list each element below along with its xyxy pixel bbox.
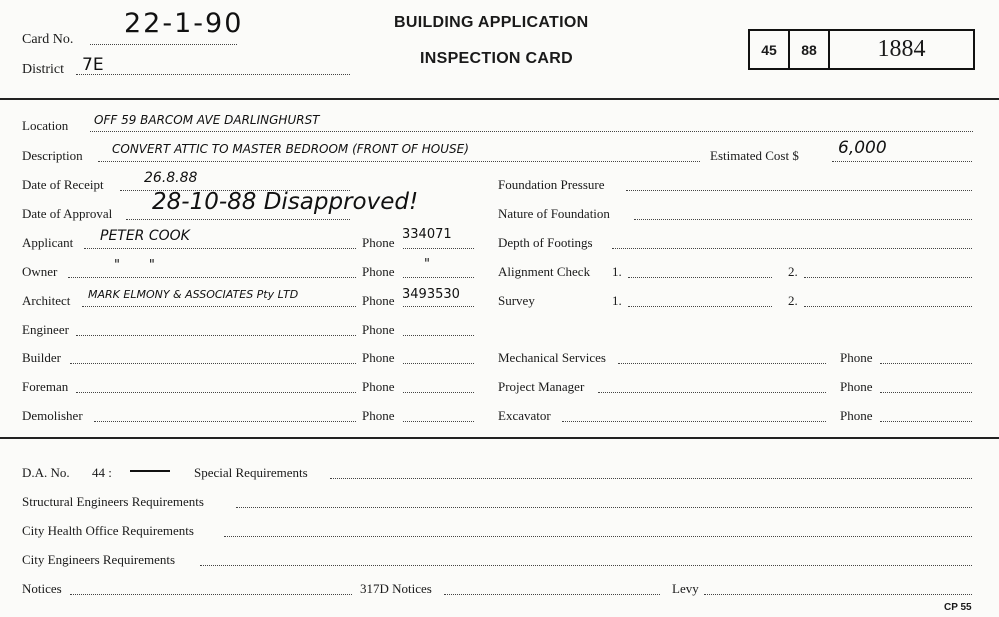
- foreman-line: [76, 392, 356, 393]
- description-label: Description: [22, 148, 83, 163]
- date-approval-line: [126, 219, 350, 220]
- da-no-value: 44 :: [92, 465, 112, 480]
- date-receipt-label: Date of Receipt: [22, 177, 104, 192]
- depth-footings-label: Depth of Footings: [498, 235, 593, 250]
- card-no-value: 22-1-90: [124, 8, 244, 39]
- levy-label: Levy: [672, 581, 699, 596]
- date-approval-label: Date of Approval: [22, 206, 113, 221]
- title-line-2: INSPECTION CARD: [420, 50, 573, 67]
- health-label: City Health Office Requirements: [22, 523, 194, 538]
- architect-line: [82, 306, 356, 307]
- estimated-cost-line: [832, 161, 972, 162]
- owner-phone-line: [403, 277, 474, 278]
- nature-foundation-line: [634, 219, 972, 220]
- project-manager-phone-label: Phone: [840, 379, 873, 394]
- owner-phone-value: ": [424, 257, 430, 272]
- survey-1-line: [628, 306, 772, 307]
- levy-line: [704, 594, 972, 595]
- city-eng-label: City Engineers Requirements: [22, 552, 176, 567]
- district-label: District: [22, 62, 64, 77]
- special-line: [330, 478, 972, 479]
- card-no-label: Card No.: [22, 32, 74, 47]
- mechanical-phone-label: Phone: [840, 350, 873, 365]
- foreman-phone-line: [403, 392, 474, 393]
- special-label: Special Requirements: [194, 465, 308, 480]
- alignment-1-line: [628, 277, 772, 278]
- engineer-phone-label: Phone: [362, 322, 395, 337]
- nature-foundation-label: Nature of Foundation: [498, 206, 610, 221]
- excavator-line: [562, 421, 826, 422]
- box-cell-3: 1884: [877, 36, 926, 62]
- survey-label: Survey: [498, 293, 535, 308]
- box-cell-2: 88: [790, 31, 830, 68]
- project-manager-phone-line: [880, 392, 972, 393]
- depth-footings-line: [612, 248, 972, 249]
- engineer-label: Engineer: [22, 322, 69, 337]
- health-line: [224, 536, 972, 537]
- date-approval-value: 28-10-88 Disapproved!: [152, 189, 419, 215]
- description-line: [98, 161, 700, 162]
- estimated-cost-label: Estimated Cost $: [710, 148, 799, 163]
- builder-line: [70, 363, 356, 364]
- applicant-phone-label: Phone: [362, 235, 395, 250]
- project-manager-label: Project Manager: [498, 379, 585, 394]
- demolisher-phone-line: [403, 421, 474, 422]
- project-manager-line: [598, 392, 826, 393]
- excavator-phone-line: [880, 421, 972, 422]
- notices-317d-line: [444, 594, 660, 595]
- structural-line: [236, 507, 972, 508]
- city-eng-line: [200, 565, 972, 566]
- architect-label: Architect: [22, 293, 71, 308]
- alignment-2-line: [804, 277, 972, 278]
- foreman-phone-label: Phone: [362, 379, 395, 394]
- architect-phone-value: 3493530: [402, 287, 460, 302]
- da-no-dash: [130, 470, 170, 472]
- applicant-line: [84, 248, 356, 249]
- alignment-check-label: Alignment Check: [498, 264, 591, 279]
- survey-1-label: 1.: [612, 293, 622, 308]
- location-line: [90, 131, 973, 132]
- structural-label: Structural Engineers Requirements: [22, 494, 204, 509]
- owner-label: Owner: [22, 264, 58, 279]
- excavator-phone-label: Phone: [840, 408, 873, 423]
- demolisher-label: Demolisher: [22, 408, 83, 423]
- builder-phone-line: [403, 363, 474, 364]
- demolisher-line: [94, 421, 356, 422]
- description-value: CONVERT ATTIC TO MASTER BEDROOM (FRONT OF HOUSE): [112, 142, 469, 156]
- district-value: 7E: [82, 55, 104, 75]
- survey-2-label: 2.: [788, 293, 798, 308]
- title-line-1: BUILDING APPLICATION: [394, 14, 589, 31]
- district-line: [76, 74, 350, 75]
- card-number-box: [748, 29, 975, 70]
- architect-phone-label: Phone: [362, 293, 395, 308]
- engineer-phone-line: [403, 335, 474, 336]
- bottom-divider: [0, 437, 999, 439]
- location-label: Location: [22, 118, 69, 133]
- architect-value: MARK ELMONY & ASSOCIATES Pty LTD: [88, 288, 299, 301]
- alignment-1-label: 1.: [612, 264, 622, 279]
- owner-line: [68, 277, 356, 278]
- notices-317d-label: 317D Notices: [360, 581, 432, 596]
- location-value: OFF 59 BARCOM AVE DARLINGHURST: [94, 113, 320, 127]
- architect-phone-line: [403, 306, 474, 307]
- alignment-2-label: 2.: [788, 264, 798, 279]
- top-divider: [0, 98, 999, 100]
- box-cell-1: 45: [750, 31, 790, 68]
- date-receipt-value: 26.8.88: [144, 170, 198, 186]
- applicant-value: PETER COOK: [100, 228, 190, 244]
- foundation-pressure-line: [626, 190, 972, 191]
- applicant-phone-line: [403, 248, 474, 249]
- form-code: CP 55: [944, 602, 972, 613]
- owner-phone-label: Phone: [362, 264, 395, 279]
- foreman-label: Foreman: [22, 379, 69, 394]
- card-no-line: [90, 44, 237, 45]
- mechanical-phone-line: [880, 363, 972, 364]
- notices-line: [70, 594, 352, 595]
- foundation-pressure-label: Foundation Pressure: [498, 177, 605, 192]
- mechanical-label: Mechanical Services: [498, 350, 606, 365]
- owner-value: " ": [114, 258, 155, 273]
- mechanical-line: [618, 363, 826, 364]
- builder-phone-label: Phone: [362, 350, 395, 365]
- applicant-label: Applicant: [22, 235, 74, 250]
- da-no-label: D.A. No.: [22, 465, 70, 480]
- notices-label: Notices: [22, 581, 62, 596]
- builder-label: Builder: [22, 350, 61, 365]
- survey-2-line: [804, 306, 972, 307]
- estimated-cost-value: 6,000: [838, 138, 887, 158]
- excavator-label: Excavator: [498, 408, 551, 423]
- engineer-line: [76, 335, 356, 336]
- demolisher-phone-label: Phone: [362, 408, 395, 423]
- applicant-phone-value: 334071: [402, 227, 452, 242]
